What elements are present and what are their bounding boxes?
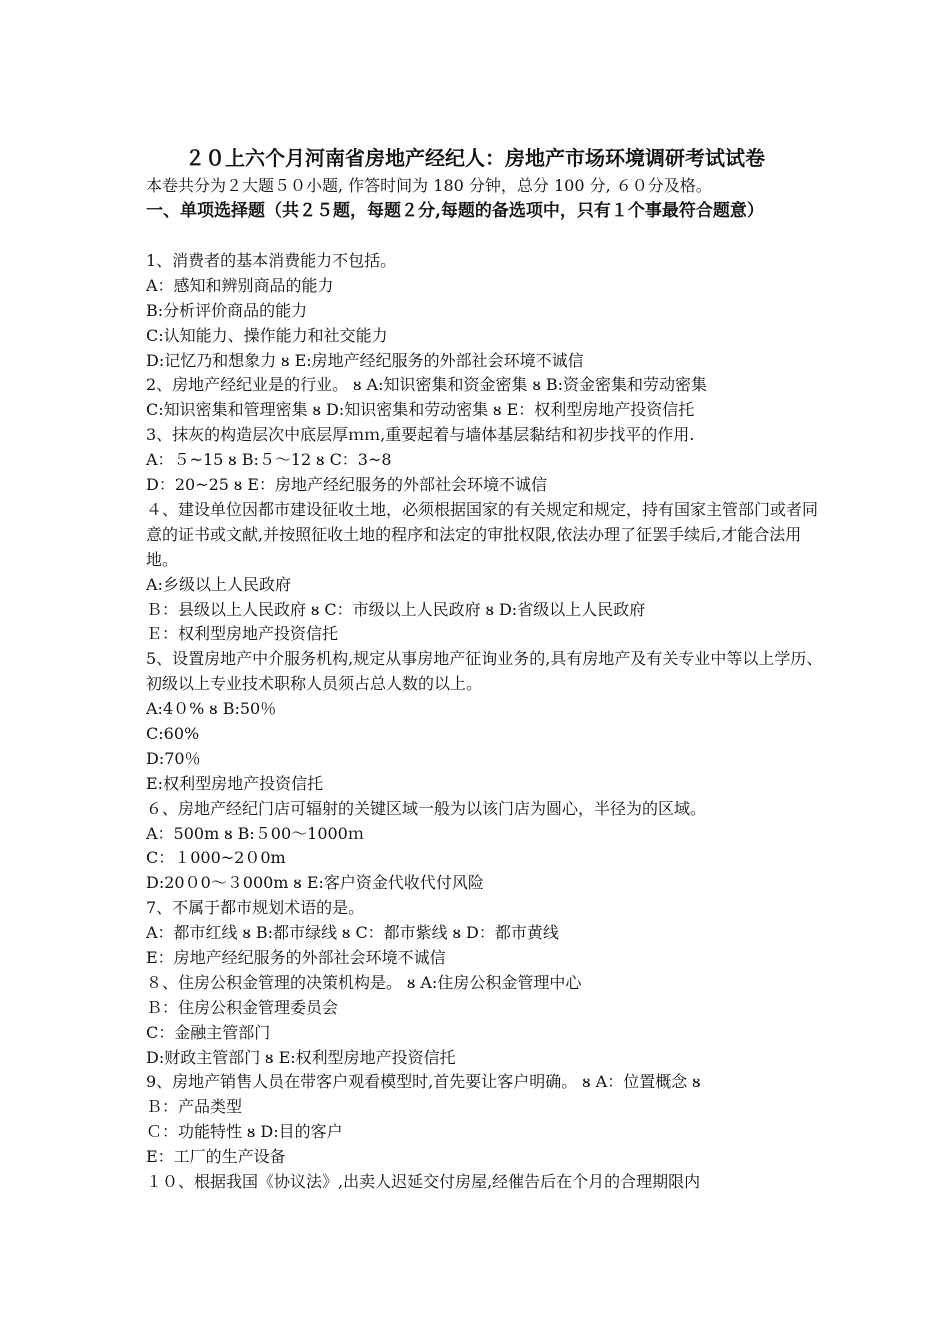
question-line: 9、房地产销售人员在带客户观看模型时,首先要让客户明确。 ᴕ A：位置概念 ᴕ [146,1072,701,1092]
option-line: C：１000~2０0m [146,848,286,868]
option-line: D:财政主管部门 ᴕ E:权利型房地产投资信托 [146,1047,456,1067]
option-line: A：500m ᴕ B:５00～1000ｍ [146,823,364,843]
question-line: ４、建设单位因都市建设征收土地，必须根据国家的有关规定和规定，持有国家主管部门或者同意的证书或文献,并按照征收土地的程序和法定的审批权限,依法办理了征罢手续后,才能合法用地。 [146,499,819,569]
question-line: ８、住房公积金管理的决策机构是。 ᴕ A:住房公积金管理中心 [146,972,582,992]
question-line: 7、不属于都市规划术语的是。 [146,898,365,918]
option-line: E：工厂的生产设备 [146,1147,286,1167]
option-line: D:记忆乃和想象力 ᴕ E:房地产经纪服务的外部社会环境不诚信 [146,350,584,370]
option-line: D：20~25 ᴕ E：房地产经纪服务的外部社会环境不诚信 [146,475,548,495]
option-line: Ｃ：功能特性 ᴕ D:目的客户 [146,1122,343,1142]
section-heading: 一、单项选择题（共２５题，每题２分,每题的备选项中，只有１个事最符合题意） [146,201,764,221]
document-title: ２０上六个月河南省房地产经纪人：房地产市场环境调研考试试卷 [185,146,765,170]
exam-intro: 本卷共分为２大题５０小题, 作答时间为 180 分钟，总分 100 分, ６０分及格。 [146,176,712,195]
option-line: Ｂ：住房公积金管理委员会 [146,997,339,1017]
question-line: ６、房地产经纪门店可辐射的关键区域一般为以该门店为圆心，半径为的区域。 [146,798,707,818]
question-line: 1、消费者的基本消费能力不包括。 [146,251,397,270]
option-line: B:分析评价商品的能力 [146,300,308,320]
option-line: A:4０% ᴕ B:50％ [146,699,277,719]
option-line: E:权利型房地产投资信托 [146,773,324,793]
option-line: C:60% [146,724,200,744]
option-line: A：都市红线 ᴕ B:都市绿线 ᴕ C：都市紫线 ᴕ D：都市黄线 [146,923,559,943]
option-line: A:乡级以上人民政府 [146,574,291,594]
option-line: C：金融主管部门 [146,1022,271,1042]
question-line: １０、根据我国《协议法》,出卖人迟延交付房屋,经催告后在个月的合理期限内 [146,1172,701,1192]
question-line: 2、房地产经纪业是的行业。 ᴕ A:知识密集和资金密集 ᴕ B:资金密集和劳动密集 [146,375,708,395]
question-line: 3、抹灰的构造层次中底层厚ｍｍ,重要起着与墙体基层黏结和初步找平的作用. [146,425,695,445]
option-line: E：房地产经纪服务的外部社会环境不诚信 [146,948,446,968]
option-line: C:知识密集和管理密集 ᴕ D:知识密集和劳动密集 ᴕ E：权利型房地产投资信托 [146,400,695,420]
option-line: A：５~15 ᴕ B:５～12 ᴕ C：3~8 [146,450,392,470]
option-line: D:20０0～３000m ᴕ E:客户资金代收代付风险 [146,873,484,893]
option-line: C:认知能力、操作能力和社交能力 [146,325,388,345]
option-line: A：感知和辨别商品的能力 [146,275,334,295]
question-body [146,249,826,1195]
option-line: Ｅ：权利型房地产投资信托 [146,624,339,644]
option-line: Ｂ：县级以上人民政府 ᴕ C：市级以上人民政府 ᴕ D:省级以上人民政府 [146,599,646,619]
option-line: Ｂ：产品类型 [146,1097,243,1117]
question-line: 5、设置房地产中介服务机构,规定从事房地产征询业务的,具有房地产及有关专业中等以上学历、初级以上专业技术职称人员须占总人数的以上。 [146,649,823,694]
option-line: D:70％ [146,748,201,768]
